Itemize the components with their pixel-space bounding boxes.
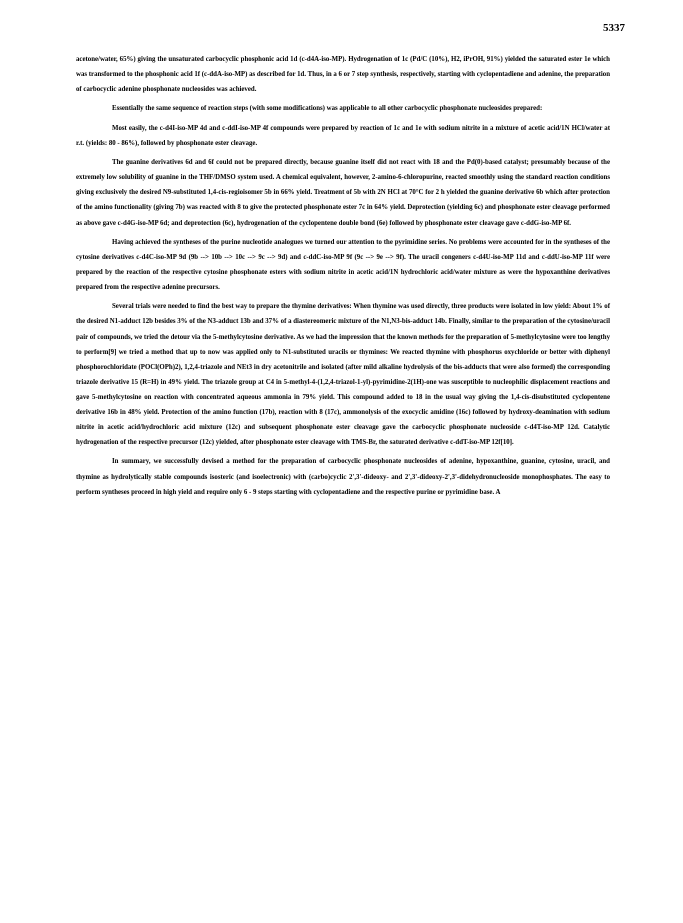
paragraph: Having achieved the syntheses of the purine nucleotide analogues we turned our attention to the pyrimidine series. No problems were accounted for in the syntheses of the cytosine derivatives c-d4C-iso-MP 9d (9b --> 10b --> 10c --> 9c --> 9d) and c-ddC-iso-MP 9f (9c --> 9e --> 9f). The uracil congeners c-d4U-iso-MP 11d and c-ddU-iso-MP 11f were prepared by the reaction of the respective cytosine phosphonate esters with sodium nitrite in acetic acid/1N hydrochloric acid/water mixture as were the hypoxanthine derivatives prepared from the respective adenine precursors.: [76, 238, 610, 292]
paragraph: Essentially the same sequence of reaction steps (with some modifications) was applicable to all other carbocyclic phosphonate nucleosides prepared:: [112, 105, 543, 113]
paragraph: The guanine derivatives 6d and 6f could not be prepared directly, because guanine itself did not react with 18 and the Pd(0)-based catalyst; presumably because of the extremely low solubility of guanine in the THF/DMSO system used. A chemical equivalent, however, 2-amino-6-chloropurine, reacted smoothly using the standard reaction conditions giving exclusively the desired N9-substituted 1,4-cis-regioisomer 5b in 66% yield. Treatment of 5b with 2N HCl at 70°C for 2 h yielded the guanine derivative 6b which after protection of the amino functionality (giving 7b) was reacted with 8 to give the protected phosphonate ester 7c in 64% yield. Deprotection (yielding 6c) and phosphonate ester cleavage performed as above gave c-d4G-iso-MP 6d; and deprotection (6c), hydrogenation of the cyclopentene double bond (6e) followed by phosphonate ester cleavage gave c-ddG-iso-MP 6f.: [76, 159, 610, 227]
page-number: 5337: [603, 22, 625, 34]
paragraph: acetone/water, 65%) giving the unsaturated carbocyclic phosphonic acid 1d (c-d4A-iso-MP). Hydrogenation of 1c (Pd/C (10%), H2, iPrOH, 91%) yielded the saturated ester 1e which was transformed to the phosphonic acid 1f (c-ddA-iso-MP) as described for 1d. Thus, in a 6 or 7 step synthesis, respectively, starting with cyclopentadiene and adenine, the preparation of carbocyclic adenine phosphonate nucleosides was achieved.: [76, 56, 610, 94]
paragraph: In summary, we successfully devised a method for the preparation of carbocyclic phosphonate nucleosides of adenine, hypoxanthine, guanine, cytosine, uracil, and thymine as hydrolytically stable compounds isosteric (and isoelectronic) with (carbo)cyclic 2',3'-dideoxy- and 2',3'-dideoxy-2',3'-didehydronucleoside monophosphates. The easy to perform syntheses proceed in high yield and require only 6 - 9 steps starting with cyclopentadiene and the respective purine or pyrimidine base. A: [76, 458, 610, 496]
paragraph: Most easily, the c-d4I-iso-MP 4d and c-ddI-iso-MP 4f compounds were prepared by reaction of 1c and 1e with sodium nitrite in a mixture of acetic acid/1N HCl/water at r.t. (yields: 80 - 86%), followed by phosphonate ester cleavage.: [76, 124, 610, 147]
paragraph: Several trials were needed to find the best way to prepare the thymine derivatives: When thymine was used directly, three products were isolated in low yield: About 1% of the desired N1-adduct 12b besides 3% of the N3-adduct 13b and 37% of a diastereomeric mixture of the N1,N3-bis-adduct 14b. Finally, similar to the preparation of the cytosine/uracil pair of compounds, we tried the detour via the 5-methylcytosine derivative. As we had the impression that the known methods for the preparation of 5-methylcytosine were too lengthy to perform[9] we tried a method that up to now was applied only to N1-substituted uracils or thymines: We reacted thymine with phosphorus oxychloride or better with diphenyl phosphorochloridate (POCl(OPh)2), 1,2,4-triazole and NEt3 in dry acetonitrile and isolated (after mild alkaline hydrolysis of the bis-adducts that were also formed) the corresponding triazole derivative 15 (R=H) in 49% yield. The triazole group at C4 in 5-methyl-4-(1,2,4-triazol-1-yl)-pyrimidine-2(1H)-one was susceptible to nucleophilic displacement reactions and gave 5-methylcytosine on reaction with concentrated aqueous ammonia in 79% yield. This compound added to 18 in the usual way giving the 1,4-cis-disubstituted cyclopentene derivative 16b in 48% yield. Protection of the amino function (17b), reaction with 8 (17c), ammonolysis of the exocyclic amidine (16c) followed by hydroxy-deamination with sodium nitrite in acetic acid/hydrochloric acid mixture (12c) and subsequent phosphonate ester cleavage gave the carbocyclic phosphonate nucleoside c-d4T-iso-MP 12d. Catalytic hydrogenation of the respective precursor (12c) yielded, after phosphonate ester cleavage with TMS-Br, the saturated derivative c-ddT-iso-MP 12f[10].: [76, 303, 610, 447]
body-text: [76, 52, 610, 504]
